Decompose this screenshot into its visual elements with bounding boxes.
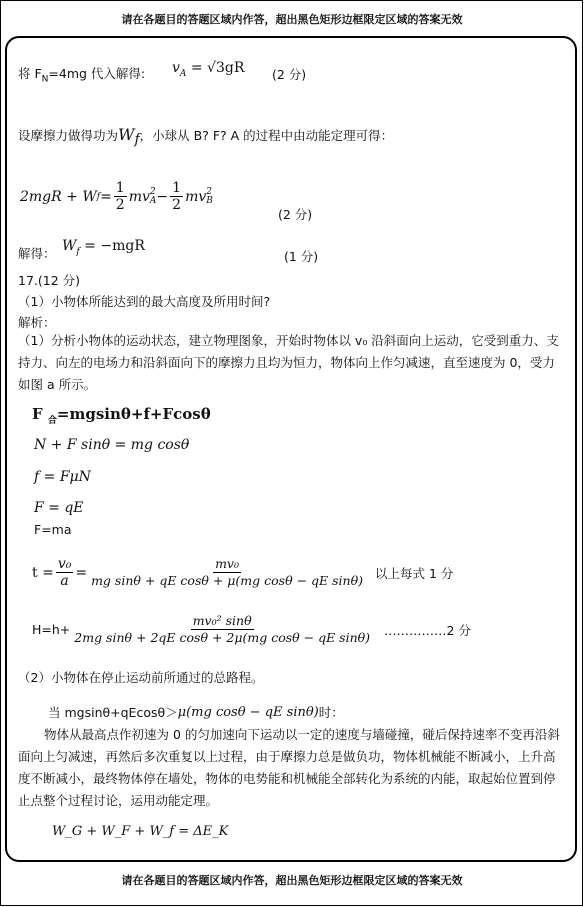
text: mv bbox=[185, 188, 207, 205]
subscript: f bbox=[96, 191, 101, 202]
text: μ(mg cosθ − qE sinθ) bbox=[177, 704, 319, 720]
text: W bbox=[62, 238, 77, 254]
solve-label: 解得： bbox=[18, 246, 56, 261]
text: = bbox=[75, 564, 88, 581]
formula-wf bbox=[62, 238, 145, 257]
text: B bbox=[206, 195, 213, 206]
normal-force-formula: N + F sinθ = mg cosθ bbox=[34, 437, 190, 453]
text: W bbox=[118, 125, 135, 144]
text: − bbox=[156, 188, 169, 205]
text: a bbox=[60, 573, 69, 589]
exponent-block bbox=[206, 188, 213, 206]
question-17-part-1: （1）小物体所能达到的最大高度及所用时间? bbox=[18, 294, 271, 309]
work-intro-line bbox=[18, 125, 393, 148]
answer-area-notice-top: 请在各题目的答题区域内作答，超出黑色矩形边框限定区域的答案无效 bbox=[121, 13, 463, 26]
work-energy-equation: W_G + W_F + W_f = ΔE_K bbox=[52, 824, 229, 839]
analysis-label: 解析： bbox=[18, 315, 56, 330]
text: 2mg sinθ + 2qE cosθ + 2μ(mg cosθ − qE sinθ) bbox=[74, 630, 371, 645]
text: 2 bbox=[172, 197, 182, 213]
fraction-v0-a bbox=[56, 556, 74, 589]
formula-va bbox=[172, 60, 244, 79]
text: 当 mgsinθ+qEcosθ＞ bbox=[48, 705, 178, 720]
text: = bbox=[100, 188, 112, 205]
text: = √3gR bbox=[186, 60, 245, 76]
subscript: A bbox=[179, 68, 187, 79]
subscript: f bbox=[134, 131, 140, 148]
net-force-formula bbox=[32, 405, 211, 426]
subscript: f bbox=[76, 246, 80, 257]
score-2-a: (2 分) bbox=[272, 67, 307, 82]
text: 1 bbox=[115, 180, 125, 196]
score-note: ……………2 分 bbox=[384, 622, 471, 638]
answer-area-notice-bottom: 请在各题目的答题区域内作答，超出黑色矩形边框限定区域的答案无效 bbox=[121, 874, 463, 887]
text: =4mg 代入解得: bbox=[48, 66, 146, 81]
fraction-time bbox=[89, 556, 365, 589]
subscript: N bbox=[41, 74, 49, 85]
friction-formula: f = FμN bbox=[34, 469, 91, 485]
text: 将 F bbox=[18, 66, 42, 81]
text: ，小球从 B? F? A 的过程中由动能定理可得： bbox=[139, 128, 394, 143]
score-2-b: (2 分) bbox=[278, 207, 313, 222]
text: 2 bbox=[149, 186, 156, 197]
electric-force-formula: F = qE bbox=[34, 500, 84, 516]
final-analysis-paragraph: 物体从最高点作初速为 0 的匀加速向下运动以一定的速度与墙碰撞，碰后保持速率不变再沿斜面向上匀减速，再然后多次重复以上过程，由于摩擦力总是做负功，物体机械能不断减小，上升高度不断减小，最终物体停在墙处，物体的电势能和机械能全部转化为系统的内能，取起始位置到停止点整个过程讨论，运用动能定理。 bbox=[18, 727, 560, 808]
text: 2mgR + W bbox=[20, 188, 97, 205]
subscript: 合 bbox=[47, 416, 57, 426]
text: 设摩擦力做得功为 bbox=[18, 128, 119, 143]
text: = −mgR bbox=[79, 238, 145, 254]
text: mg sinθ + qE cosθ + μ(mg cosθ − qE sinθ) bbox=[91, 573, 363, 588]
condition-line bbox=[48, 703, 344, 721]
text: v bbox=[172, 60, 180, 76]
text: H=h+ bbox=[32, 622, 71, 637]
text: mv₀² sinθ bbox=[192, 613, 252, 628]
height-formula bbox=[32, 613, 471, 646]
text: 时： bbox=[318, 705, 344, 720]
question-17-header: 17.(12 分) bbox=[18, 273, 81, 288]
score-note: 以上每式 1 分 bbox=[374, 565, 454, 581]
text: t = bbox=[32, 564, 54, 581]
text: A bbox=[149, 195, 157, 206]
substitution-line bbox=[18, 64, 145, 85]
text: 2 bbox=[115, 197, 125, 213]
text: 2 bbox=[206, 186, 212, 197]
text: mv₀ bbox=[215, 556, 239, 571]
question-17-part-2: （2）小物体在停止运动前所通过的总路程。 bbox=[18, 670, 264, 685]
fraction-half bbox=[114, 180, 127, 213]
text: =mgsinθ+f+Fcosθ bbox=[56, 405, 211, 423]
score-1: (1 分) bbox=[284, 249, 319, 264]
newton-formula: F=ma bbox=[34, 522, 72, 537]
text: 1 bbox=[172, 180, 182, 196]
energy-equation bbox=[20, 180, 213, 213]
text: F bbox=[32, 405, 48, 423]
analysis-paragraph: （1）分析小物体的运动状态，建立物理图象，开始时物体以 v₀ 沿斜面向上运动，它受到重力、支持力、向左的电场力和沿斜面向下的摩擦力且均为恒力，物体向上作匀减速，直至速度为 0，受力如图 a 所示。 bbox=[18, 333, 559, 392]
time-formula bbox=[32, 556, 453, 589]
fraction-half bbox=[170, 180, 183, 213]
fraction-height bbox=[72, 613, 372, 646]
text: v₀ bbox=[57, 556, 72, 572]
text: mv bbox=[128, 188, 150, 205]
